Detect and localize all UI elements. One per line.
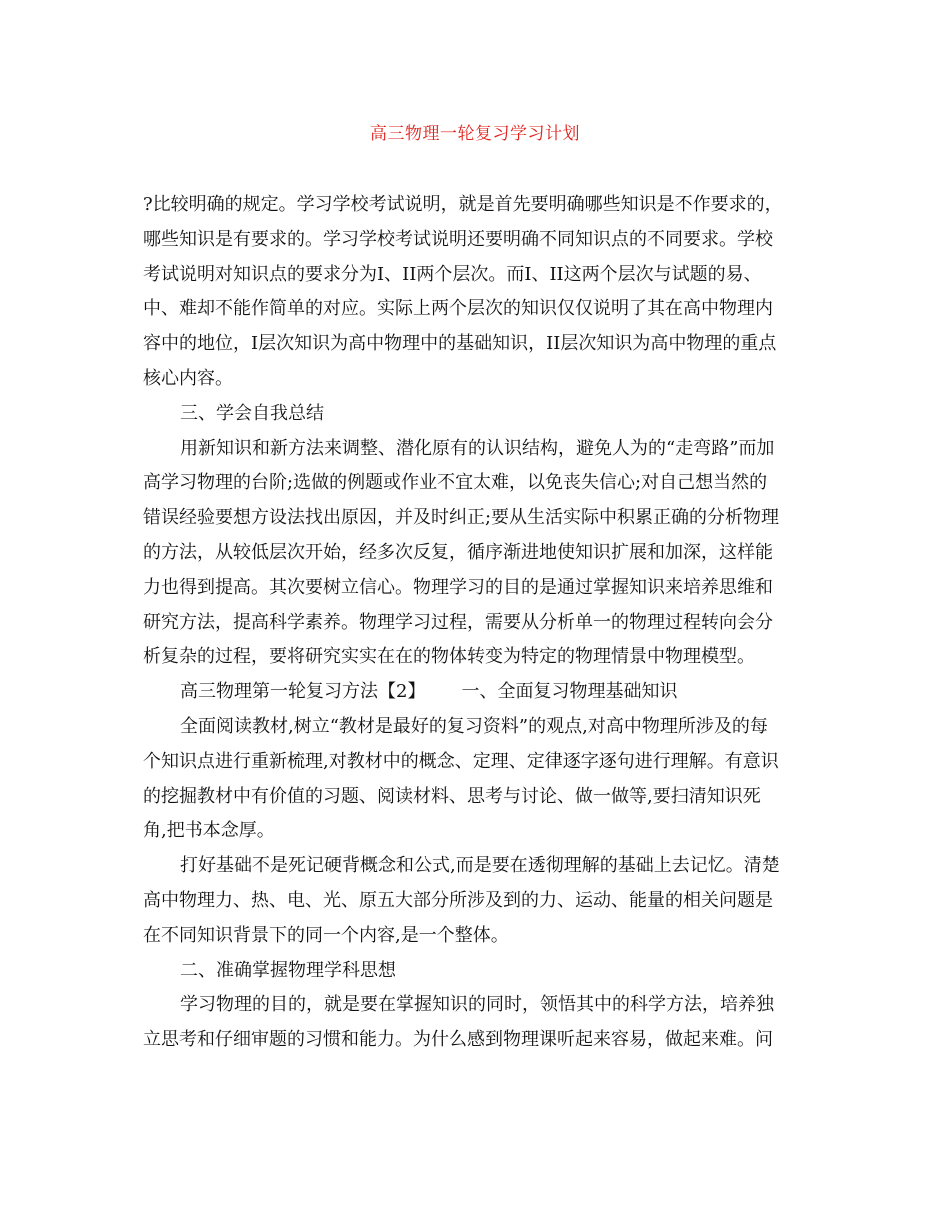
text-line: 研究方法，提高科学素养。物理学习过程，需要从分析单一的物理过程转向会分 bbox=[143, 611, 773, 633]
text-line: 个知识点进行重新梳理,对教材中的概念、定理、定律逐字逐句进行理解。有意识 bbox=[143, 750, 779, 772]
text-line: 力也得到提高。其次要树立信心。物理学习的目的是通过掌握知识来培养思维和 bbox=[143, 576, 773, 598]
text-line: 错误经验要想方设法找出原因，并及时纠正;要从生活实际中积累正确的分析物理 bbox=[143, 507, 780, 529]
section-heading: 二、准确掌握物理学科思想 bbox=[180, 959, 396, 981]
document-body bbox=[143, 188, 806, 1058]
text-line: 中、难却不能作简单的对应。实际上两个层次的知识仅仅说明了其在高中物理内 bbox=[143, 298, 773, 320]
text-line: 打好基础不是死记硬背概念和公式,而是要在透彻理解的基础上去记忆。清楚 bbox=[180, 855, 780, 877]
text-line: ?比较明确的规定。学习学校考试说明，就是首先要明确哪些知识是不作要求的， bbox=[143, 194, 783, 215]
text-line: 全面阅读教材,树立“教材是最好的复习资料”的观点,对高中物理所涉及的每 bbox=[180, 715, 768, 737]
text-line: 角,把书本念厚。 bbox=[143, 820, 275, 842]
text-line: 立思考和仔细审题的习惯和能力。为什么感到物理课听起来容易，做起来难。问 bbox=[143, 1029, 773, 1051]
text-line: 核心内容。 bbox=[143, 367, 233, 389]
text-line: 高中物理力、热、电、光、原五大部分所涉及到的力、运动、能量的相关问题是 bbox=[143, 889, 773, 911]
method-heading: 高三物理第一轮复习方法【2】 bbox=[180, 681, 426, 703]
text-line: 学习物理的目的，就是要在掌握知识的同时，领悟其中的科学方法，培养独 bbox=[180, 994, 774, 1016]
subsection-heading: 一、全面复习物理基础知识 bbox=[461, 681, 678, 703]
text-line: 的方法，从较低层次开始，经多次反复，循序渐进地使知识扩展和加深，这样能 bbox=[143, 541, 773, 563]
text-line: 析复杂的过程，要将研究实实在在的物体转变为特定的物理情景中物理模型。 bbox=[143, 646, 755, 668]
document-title: 高三物理一轮复习学习计划 bbox=[370, 124, 580, 144]
section-heading: 三、学会自我总结 bbox=[180, 402, 324, 424]
text-line: 哪些知识是有要求的。学习学校考试说明还要明确不同知识点的不同要求。学校 bbox=[143, 228, 773, 250]
text-line: 的挖掘教材中有价值的习题、阅读材料、思考与讨论、做一做等,要扫清知识死 bbox=[143, 785, 761, 807]
text-line: 考试说明对知识点的要求分为I、II两个层次。而I、II这两个层次与试题的易、 bbox=[143, 263, 762, 285]
text-line: 高学习物理的台阶;选做的例题或作业不宜太难，以免丧失信心;对自己想当然的 bbox=[143, 472, 768, 494]
text-line: 在不同知识背景下的同一个内容,是一个整体。 bbox=[143, 924, 509, 946]
section-heading-line bbox=[143, 675, 806, 710]
text-line: 容中的地位，I层次知识为高中物理中的基础知识，II层次知识为高中物理的重点 bbox=[143, 333, 777, 355]
text-line: 用新知识和新方法来调整、潜化原有的认识结构，避免人为的“走弯路”而加 bbox=[180, 437, 775, 459]
